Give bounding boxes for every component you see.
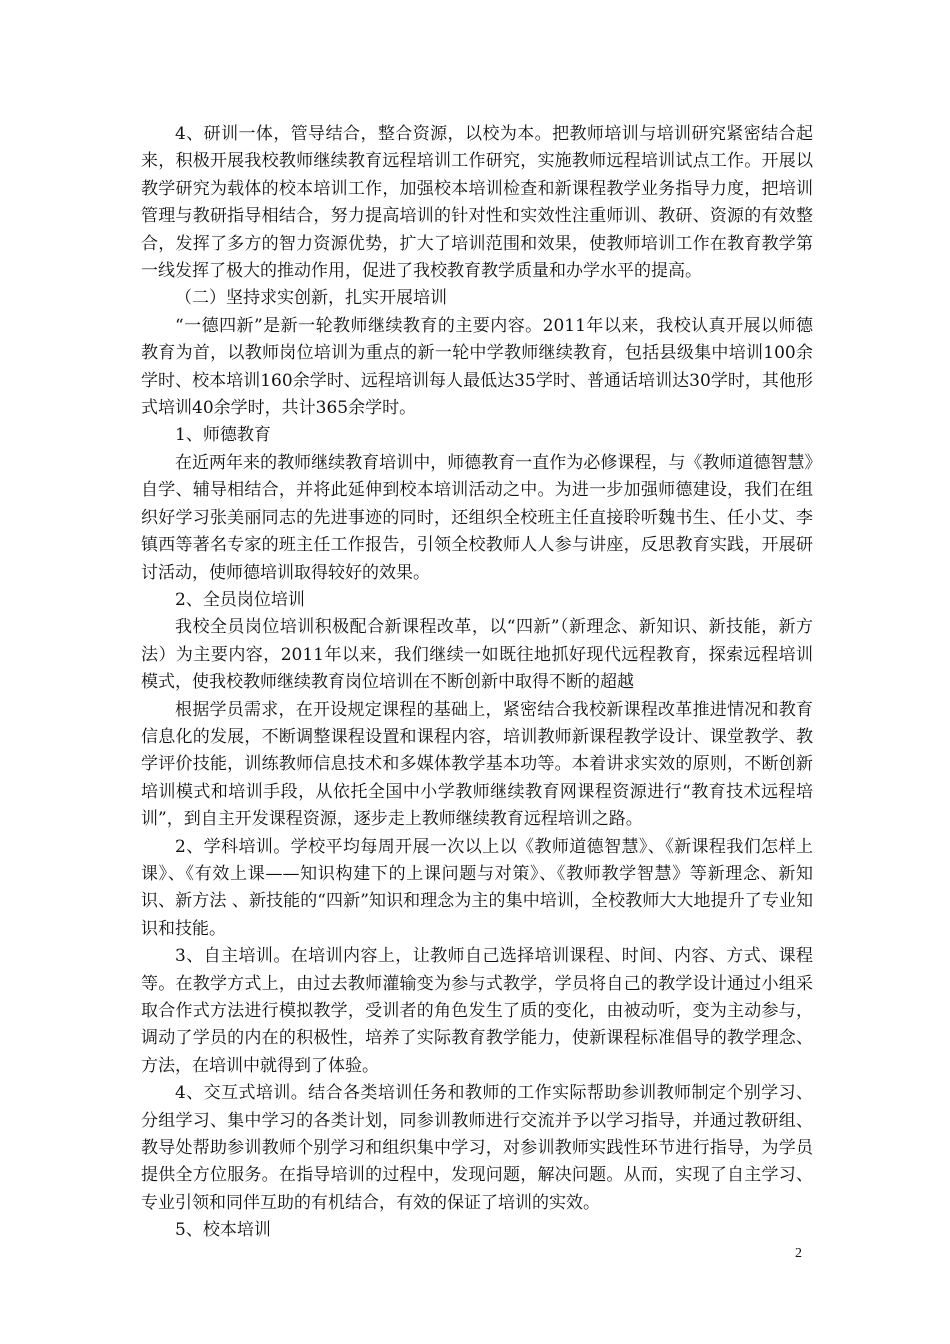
page-number: 2 [795, 1246, 802, 1261]
section-heading-innovation: （二）坚持求实创新，扎实开展培训 [175, 288, 447, 309]
heading-post-training: 2、全员岗位培训 [175, 589, 305, 610]
paragraph-one-virtue-four-new: “一德四新”是新一轮教师继续教育的主要内容。2011年以来，我校认真开展以师德教育为首，以教师岗位培训为重点的新一轮中学教师继续教育，包括县级集中培训100余学时、校本培训160余学时、远程培训每人最低达35学时、普通话培训达30学时，其他形式培训40余学时，共计365余学时。 [141, 315, 813, 419]
paragraph-research-training: 4、研训一体，管导结合，整合资源，以校为本。把教师培训与培训研究紧密结合起来，积极开展我校教师继续教育远程培训工作研究，实施教师远程培训试点工作。开展以教学研究为载体的校本培训工作，加强校本培训检查和新课程教学业务指导力度，把培训管理与教研指导相结合，努力提高培训的针对性和实效性注重师训、教研、资源的有效整合，发挥了多方的智力资源优势，扩大了培训范围和效果，使教师培训工作在教育教学第一线发挥了极大的推动作用，促进了我校教育教学质量和办学水平的提高。 [141, 124, 813, 282]
paragraph-self-training: 3、自主培训。在培训内容上，让教师自己选择培训课程、时间、内容、方式、课程等。在教学方式上，由过去教师灌输变为参与式教学，学员将自己的教学设计通过小组采取合作式方法进行模拟教学，受训者的角色发生了质的变化，由被动听，变为主动参与，调动了学员的内在的积极性，培养了实际教育教学能力，使新课程标准倡导的教学理念、方法，在培训中就得到了体验。 [141, 946, 813, 1076]
paragraph-ethics-education: 在近两年来的教师继续教育培训中，师德教育一直作为必修课程，与《教师道德智慧》自学、辅导相结合，并将此延伸到校本培训活动之中。为进一步加强师德建设，我们在组织好学习张美丽同志的先进事迹的同时，还组织全校班主任直接聆听魏书生、任小艾、李镇西等著名专家的班主任工作报告，引领全校教师人人参与讲座，反思教育实践，开展研讨活动，使师德培训取得较好的效果。 [141, 452, 813, 583]
heading-ethics-education: 1、师德教育 [175, 425, 271, 446]
paragraph-interactive-training: 4、交互式培训。结合各类培训任务和教师的工作实际帮助参训教师制定个别学习、分组学习、集中学习的各类计划，同参训教师进行交流并予以学习指导，并通过教研组、教导处帮助参训教师个别学习和组织集中学习，对参训教师实践性环节进行指导，为学员提供全方位服务。在指导培训的过程中，发现问题，解决问题。从而，实现了自主学习、专业引领和同伴互助的有机结合，有效的保证了培训的实效。 [141, 1083, 813, 1213]
document-body [141, 121, 813, 1245]
paragraph-post-training: 我校全员岗位培训积极配合新课程改革，以“四新”（新理念、新知识、新技能，新方法）为主要内容，2011年以来，我们继续一如既往地抓好现代远程教育，探索远程培训模式，使我校教师继续教育岗位培训在不断创新中取得不断的超越 [141, 617, 813, 693]
paragraph-learner-needs: 根据学员需求，在开设规定课程的基础上，紧密结合我校新课程改革推进情况和教育信息化的发展，不断调整课程设置和课程内容，培训教师新课程教学设计、课堂教学、教学评价技能，训练教师信息技术和多媒体教学基本功等。本着讲求实效的原则，不断创新培训模式和培训手段，从依托全国中小学教师继续教育网课程资源进行“教育技术远程培训”，到自主开发课程资源，逐步走上教师继续教育远程培训之路。 [141, 699, 813, 830]
heading-school-based-training: 5、校本培训 [175, 1220, 271, 1241]
paragraph-subject-training: 2、学科培训。学校平均每周开展一次以上以《教师道德智慧》、《新课程我们怎样上课》、《有效上课——知识构建下的上课问题与对策》、《教师教学智慧》等新理念、新知识、新方法 、新技能的“四新”知识和理念为主的集中培训，全校教师大大地提升了专业知识和技能。 [141, 836, 813, 939]
